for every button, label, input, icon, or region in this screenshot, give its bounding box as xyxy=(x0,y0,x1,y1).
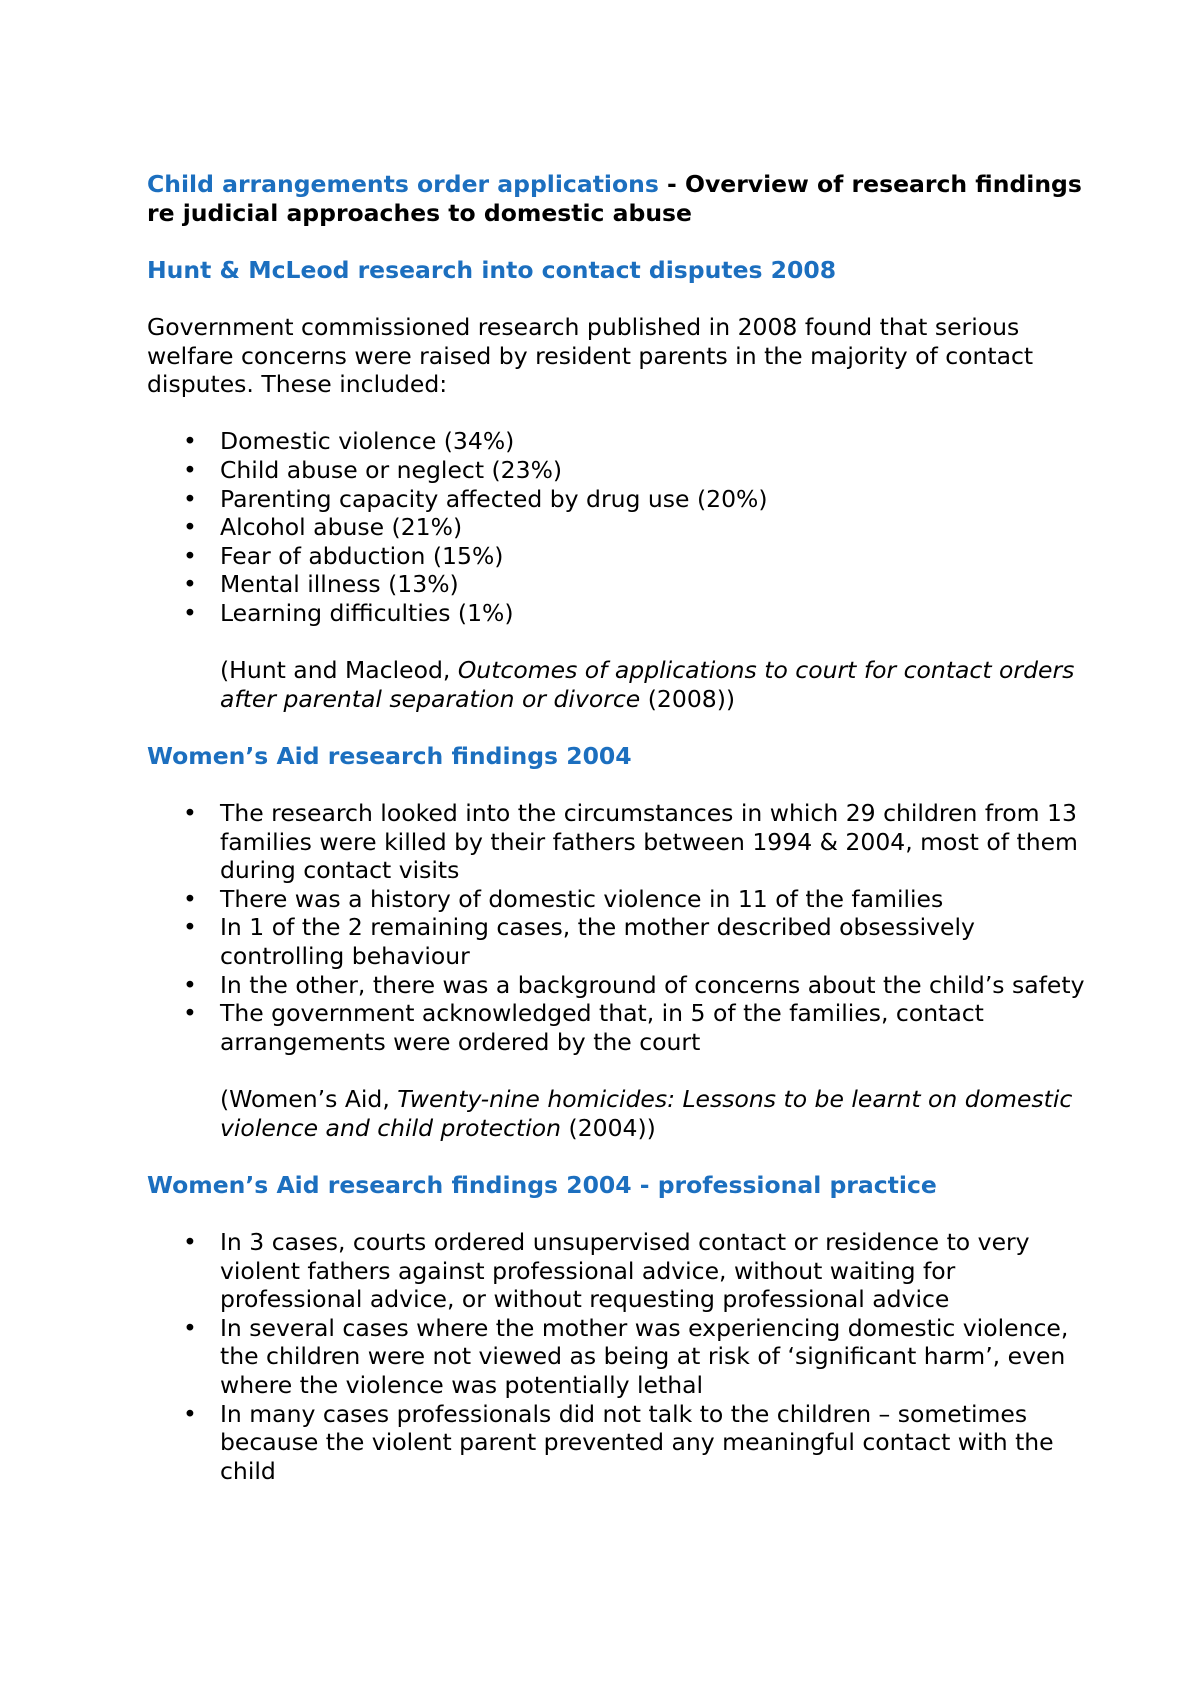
list-item: • Mental illness (13%) xyxy=(147,570,1087,599)
list-item: • Child abuse or neglect (23%) xyxy=(147,456,1087,485)
list-item: • Alcohol abuse (21%) xyxy=(147,513,1087,542)
findings-list xyxy=(147,799,1087,1056)
list-item: • In 3 cases, courts ordered unsupervised contact or residence to very violent fathers against professional advice, without waiting for professional advice, or without requesting professional advice xyxy=(147,1228,1087,1314)
title-rest: - Overview of research findings re judicial approaches to domestic abuse xyxy=(147,170,1082,227)
list-item: • In the other, there was a background of concerns about the child’s safety xyxy=(147,971,1087,1000)
list-item: • In 1 of the 2 remaining cases, the mother described obsessively controlling behaviour xyxy=(147,913,1087,970)
title-accent: Child arrangements order applications xyxy=(147,170,659,198)
practice-list xyxy=(147,1228,1087,1485)
list-item: • The research looked into the circumstances in which 29 children from 13 families were killed by their fathers between 1994 & 2004, most of them during contact visits xyxy=(147,799,1087,885)
concerns-list xyxy=(147,427,1087,627)
list-item: • There was a history of domestic violence in 11 of the families xyxy=(147,885,1087,914)
list-item: • Domestic violence (34%) xyxy=(147,427,1087,456)
list-item: • Fear of abduction (15%) xyxy=(147,542,1087,571)
citation-title: Outcomes of applications to court for contact orders after parental separation or divorce xyxy=(220,656,1075,713)
section-heading-womens-aid: Women’s Aid research findings 2004 xyxy=(147,741,632,770)
section-heading-hunt-mcleod: Hunt & McLeod research into contact disputes 2008 xyxy=(147,255,837,284)
citation-title: Twenty-nine homicides: Lessons to be learnt on domestic violence and child protection xyxy=(220,1085,1073,1142)
list-item: • Parenting capacity affected by drug use (20%) xyxy=(147,485,1087,514)
citation xyxy=(220,656,1087,713)
list-item: • Learning difficulties (1%) xyxy=(147,599,1087,628)
list-item: • In several cases where the mother was experiencing domestic violence, the children were not viewed as being at risk of ‘significant harm’, even where the violence was potentially lethal xyxy=(147,1314,1087,1400)
section-intro: Government commissioned research published in 2008 found that serious welfare concerns were raised by resident parents in the majority of contact disputes. These included: xyxy=(147,312,1034,399)
section-heading-professional-practice: Women’s Aid research findings 2004 - professional practice xyxy=(147,1170,937,1199)
citation-suffix: (2004)) xyxy=(561,1113,656,1142)
citation-prefix: (Hunt and Macleod, xyxy=(220,656,458,685)
citation xyxy=(220,1085,1087,1142)
list-item: • In many cases professionals did not talk to the children – sometimes because the violent parent prevented any meaningful contact with the child xyxy=(147,1400,1087,1486)
document-page xyxy=(147,170,1087,1485)
list-item: • The government acknowledged that, in 5 of the families, contact arrangements were ordered by the court xyxy=(147,999,1087,1056)
document-title xyxy=(147,170,1087,227)
citation-prefix: (Women’s Aid, xyxy=(220,1085,398,1113)
citation-suffix: (2008)) xyxy=(640,684,736,713)
